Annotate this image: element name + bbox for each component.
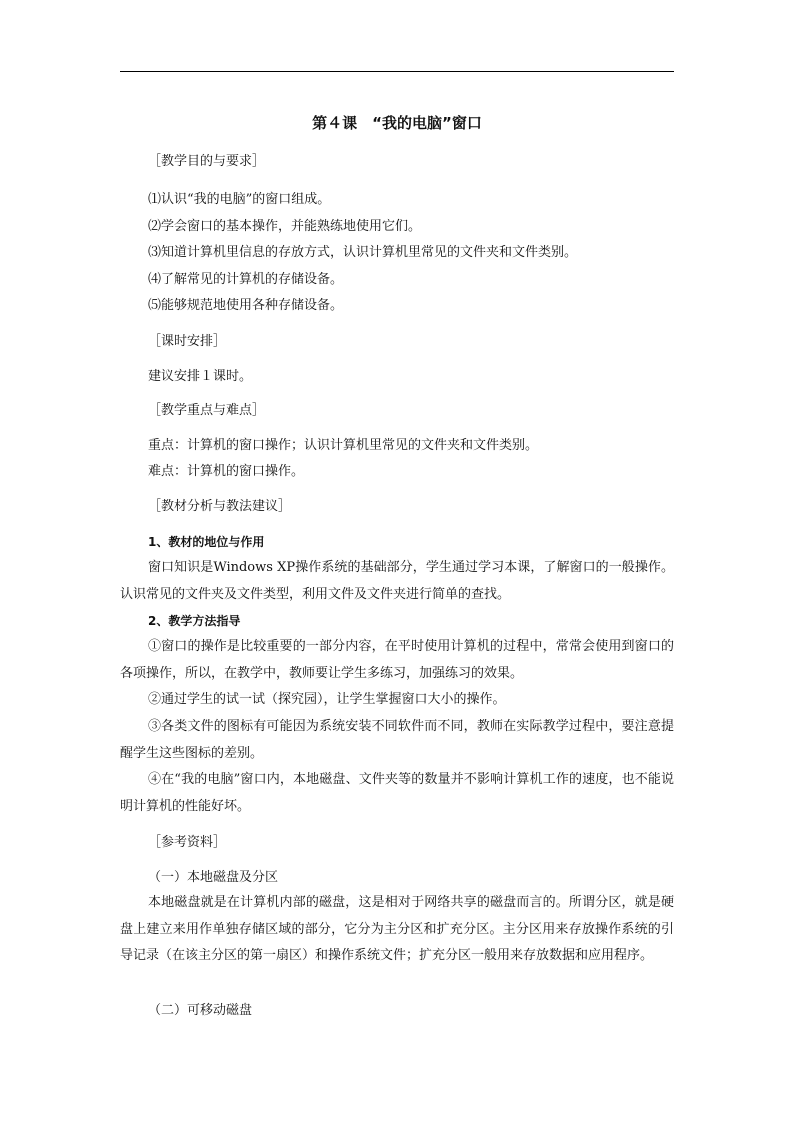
ref1-paragraph: 本地磁盘就是在计算机内部的磁盘，这是相对于网络共享的磁盘而言的。所谓分区，就是硬盘上建立来用作单独存储区域的部分，它分为主分区和扩充分区。主分区用来存放操作系统的引导记录（在该主分区的第一扇区）和操作系统文件；扩充分区一般用来存放数据和应用程序。 (120, 895, 674, 963)
method-paragraph-4: ④在“我的电脑”窗口内，本地磁盘、文件夹等的数量并不影响计算机工作的速度，也不能说明计算机的性能好坏。 (120, 772, 674, 814)
sub1-heading: 1、教材的地位与作用 (148, 535, 265, 549)
goal-item-4: ⑷了解常见的计算机的存储设备。 (148, 272, 344, 287)
focus-key: 重点：计算机的窗口操作；认识计算机里常见的文件夹和文件类别。 (148, 438, 539, 453)
page-title: 第４课 “我的电脑”窗口 (312, 114, 482, 132)
reference-heading: ［参考资料］ (148, 835, 227, 850)
goals-heading: ［教学目的与要求］ (148, 154, 266, 169)
sub2-heading: 2、教学方法指导 (148, 614, 241, 628)
goal-item-1: ⑴认识“我的电脑”的窗口组成。 (148, 192, 331, 207)
method-paragraph-2: ②通过学生的试一试（探究园），让学生掌握窗口大小的操作。 (148, 692, 506, 707)
ref1-heading: （一）本地磁盘及分区 (148, 870, 279, 885)
focus-difficult: 难点：计算机的窗口操作。 (148, 464, 305, 479)
sub1-paragraph: 窗口知识是Windows XP操作系统的基础部分，学生通过学习本课，了解窗口的一般操作。认识常见的文件夹及文件类型，利用文件及文件夹进行简单的查找。 (120, 560, 674, 602)
goal-item-3: ⑶知道计算机里信息的存放方式，认识计算机里常见的文件夹和文件类别。 (148, 245, 578, 260)
goal-item-2: ⑵学会窗口的基本操作，并能熟练地使用它们。 (148, 219, 422, 234)
goal-item-5: ⑸能够规范地使用各种存储设备。 (148, 298, 344, 313)
header-rule (120, 71, 674, 72)
method-paragraph-1: ①窗口的操作是比较重要的一部分内容，在平时使用计算机的过程中，常常会使用到窗口的各项操作，所以，在教学中，教师要让学生多练习，加强练习的效果。 (120, 639, 674, 681)
schedule-heading: ［课时安排］ (148, 334, 227, 349)
method-paragraph-3: ③各类文件的图标有可能因为系统安装不同软件而不同，教师在实际教学过程中，要注意提醒学生这些图标的差别。 (120, 719, 674, 761)
analysis-heading: ［教材分析与教法建议］ (148, 499, 292, 514)
schedule-text: 建议安排１课时。 (148, 369, 253, 384)
ref2-heading: （二）可移动磁盘 (148, 1003, 253, 1018)
focus-heading: ［教学重点与难点］ (148, 403, 266, 418)
